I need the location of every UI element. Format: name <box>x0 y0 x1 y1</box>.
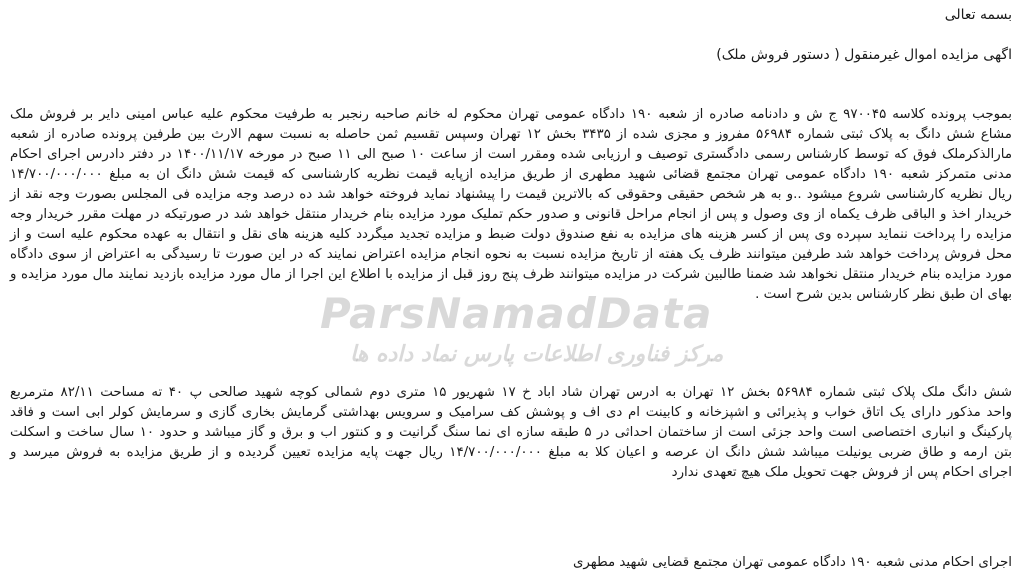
paragraph-line: مورد مزایده بنام خریدار منتقل نخواهد شد ضمنا طالبین شرکت در مزایده میتوانند ظرف پنج روز قبل از مزایده با اطلاع این اجرا از مال مورد مزایده بازدید نمایند مال مورد مزایده و <box>10 267 1012 282</box>
notice-title: اگهی مزایده اموال غیرمنقول ( دستور فروش ملک) <box>716 47 1012 63</box>
bismillah-heading: بسمه تعالی <box>944 7 1012 23</box>
paragraph-line: اجرای احکام پس از فروش جهت تحویل ملک هیچ تعهدی ندارد <box>671 465 1012 480</box>
paragraph-line: مدنی متمرکز شعبه ۱۹۰ دادگاه عمومی تهران مجتمع قضائی شهید مطهری از طریق مزایده ازپایه قیمت نظریه کارشناسی که قیمت شش دانگ ان به مبلغ ۱۴/۷۰۰/۰۰۰/۰۰۰ <box>10 167 1012 182</box>
paragraph-line: واحد مذکور دارای یک اتاق خواب و پذیرائی و اشپزخانه و کابینت ام دی اف و پوشش کف سرامیک و سرویس بهداشتی گرمایش بخاری گازی و سرمایش کولر ابی است و فاقد <box>10 405 1012 420</box>
paragraph-line: مشاع شش دانگ به پلاک ثبتی شماره ۵۶۹۸۴ مفروز و مجزی شده از ۳۴۳۵ بخش ۱۲ تهران وسپس تقسیم ثمن حاصله به نسبت سهم الارث بین طرفین پرونده صادره از شعبه <box>10 127 1012 142</box>
paragraph-line: مارالذکرملک فوق که توسط کارشناس رسمی دادگستری توصیف و ارزیابی شده ومقرر است از ساعت ۱۰ صبح الی ۱۱ صبح در مورخه ۱۴۰۰/۱۱/۱۷ در دفتر دادرس اجرای احکام <box>10 147 1012 162</box>
watermark-caption: مرکز فناوری اطلاعات پارس نماد داده ها <box>350 342 724 367</box>
paragraph-line: مزایده را پرداخت ننماید سپرده وی پس از کسر هزینه های مزایده به نفع صندوق دولت ضبط و مزایده تجدید میگردد کلیه هزینه های نقل و انتقال به عهده محکوم علیه است و از <box>10 227 1012 242</box>
paragraph-line: پارکینگ و انباری اختصاصی است واحد جزئی است از ساختمان احداثی در ۵ طبقه سازه ای نما سنگ گرانیت و و کنتور اب و برق و گاز میباشد و حدود ۱۰ سال ساخت و اسکلت <box>10 425 1012 440</box>
paragraph-line: محل فروش پرداخت خواهد شد طرفین میتوانند ظرف یک هفته از تاریخ مزایده نسبت به نحوه انجام مزایده اعتراض نمایند که در این صورت تا رسیدگی به اعتراض از سوی دادگاه <box>10 247 1012 262</box>
signature-line: اجرای احکام مدنی شعبه ۱۹۰ دادگاه عمومی تهران مجتمع قضایی شهید مطهری <box>572 555 1012 570</box>
paragraph-line: ریال نظریه کارشناسی شروع میشود ..و به هر شخص حقیقی وحقوقی که بالاترین قیمت را پیشنهاد نماید فروخته خواهد شد ده درصد وجه مزایده فی المجلس بصورت وجه نقد از <box>10 187 1012 202</box>
paragraph-line: شش دانگ ملک پلاک ثبتی شماره ۵۶۹۸۴ بخش ۱۲ تهران به ادرس تهران شاد اباد خ ۱۷ شهریور ۱۵ متری دوم شمالی کوچه شهید صالحی پ ۴۰ ته مساحت ۸۲/۱۱ مترمربع <box>10 385 1013 400</box>
watermark-logo-text: ParsNamadData <box>320 289 713 338</box>
paragraph-line: بتن ارمه و طاق ضربی یونیلت میباشد شش دانگ ان عرصه و اعیان کلا به مبلغ ۱۴/۷۰۰/۰۰۰/۰۰۰ ریال جهت پایه مزایده تعیین گردیده و از طریق مزایده به فروش میرسد و <box>10 445 1013 460</box>
paragraph-line: بهای ان طبق نظر کارشناس بدین شرح است . <box>755 287 1012 302</box>
paragraph-line: خریدار اخذ و الباقی ظرف یکماه از وی وصول و پس از انجام مراحل قانونی و صدور حکم تملیک مورد مزایده بنام خریدار منتقل خواهد شد در صورتیکه در مهلت مقرر خریدار وجه <box>10 207 1012 222</box>
paragraph-line: بموجب پرونده کلاسه ۹۷۰۰۴۵ ج ش و دادنامه صادره از شعبه ۱۹۰ دادگاه عمومی تهران محکوم له خانم صاحبه رنجبر به طرفیت محکوم علیه عباس امینی دایر بر فروش ملک <box>10 107 1012 122</box>
